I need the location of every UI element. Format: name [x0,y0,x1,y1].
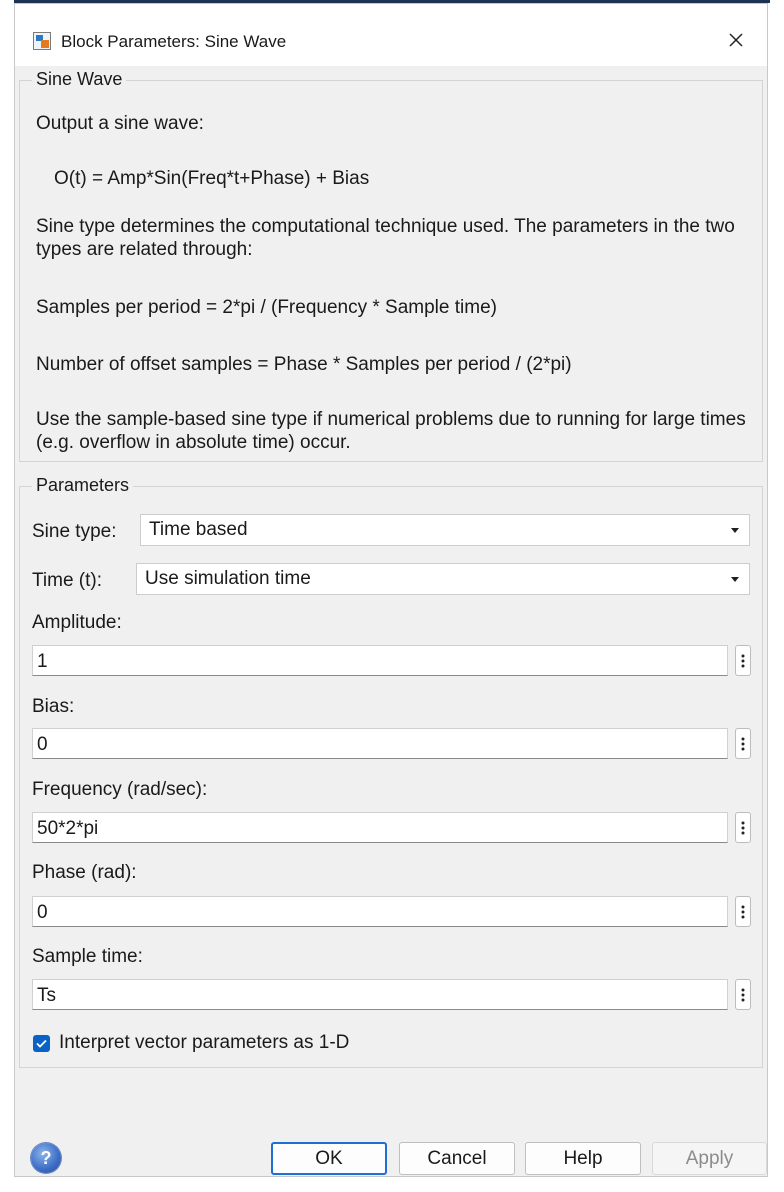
frequency-input[interactable] [33,813,727,842]
sample-time-input[interactable] [33,980,727,1009]
ok-button[interactable]: OK [271,1142,387,1175]
amplitude-field[interactable] [32,645,728,676]
time-dropdown[interactable] [136,563,750,595]
formula-line: O(t) = Amp*Sin(Freq*t+Phase) + Bias [54,168,370,189]
description-line: Output a sine wave: [36,113,204,134]
help-button[interactable]: Help [525,1142,641,1175]
interpret-vector-label: Interpret vector parameters as 1-D [59,1032,350,1053]
phase-field[interactable] [32,896,728,927]
time-value: Use simulation time [145,568,311,589]
bias-input[interactable] [33,729,727,758]
close-icon [728,32,744,48]
phase-more-button[interactable] [735,896,751,927]
sample-time-field[interactable] [32,979,728,1010]
cancel-button[interactable]: Cancel [399,1142,515,1175]
description-line: Number of offset samples = Phase * Samples per period / (2*pi) [36,354,572,375]
close-button[interactable] [719,24,753,56]
vertical-ellipsis-icon [741,737,745,751]
block-parameters-dialog [14,3,768,1177]
description-group-title: Sine Wave [32,69,126,90]
frequency-label: Frequency (rad/sec): [32,779,208,800]
window-title: Block Parameters: Sine Wave [61,32,287,51]
bias-label: Bias: [32,696,75,717]
caret-down-icon [731,577,739,582]
amplitude-more-button[interactable] [735,645,751,676]
description-line: Samples per period = 2*pi / (Frequency * Sample time) [36,297,497,318]
description-line: Sine type determines the computational technique used. The parameters in the two types are related through: [36,216,735,260]
sine-type-label: Sine type: [32,521,117,542]
vertical-ellipsis-icon [741,654,745,668]
caret-down-icon [731,528,739,533]
amplitude-input[interactable] [33,646,727,675]
vertical-ellipsis-icon [741,988,745,1002]
bias-field[interactable] [32,728,728,759]
simulink-block-icon [33,32,51,50]
interpret-vector-checkbox[interactable] [33,1035,50,1052]
vertical-ellipsis-icon [741,905,745,919]
title-bar [15,4,767,66]
sample-time-more-button[interactable] [735,979,751,1010]
phase-input[interactable] [33,897,727,926]
frequency-field[interactable] [32,812,728,843]
phase-label: Phase (rad): [32,862,137,883]
apply-button[interactable]: Apply [652,1142,767,1175]
frequency-more-button[interactable] [735,812,751,843]
amplitude-label: Amplitude: [32,612,122,633]
sample-time-label: Sample time: [32,946,143,967]
description-line: Use the sample-based sine type if numerical problems due to running for large times (e.g. overflow in absolute time) occur. [36,409,746,453]
sine-type-dropdown[interactable] [140,514,750,546]
bias-more-button[interactable] [735,728,751,759]
help-icon[interactable]: ? [31,1143,61,1173]
sine-type-value: Time based [149,519,248,540]
parameters-group-title: Parameters [32,475,133,496]
time-label: Time (t): [32,570,103,591]
vertical-ellipsis-icon [741,821,745,835]
description-group [19,69,763,462]
checkmark-icon [36,1039,47,1048]
